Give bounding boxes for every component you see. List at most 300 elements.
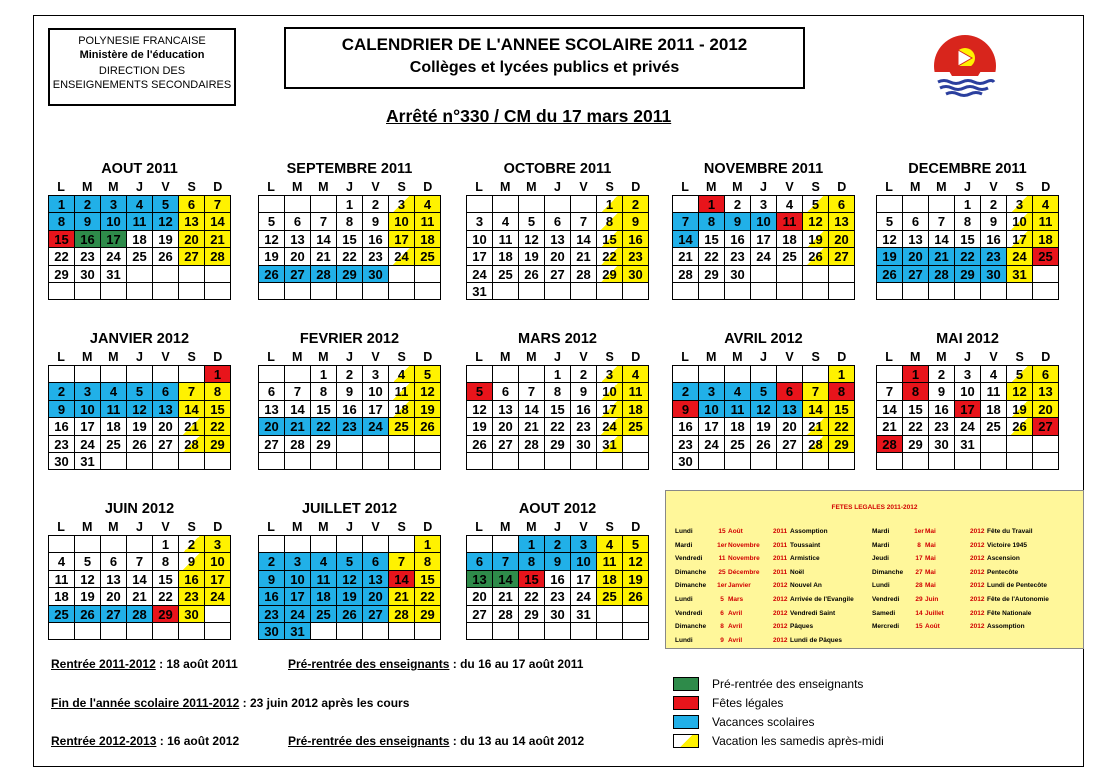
day-cell: 5 [153, 196, 179, 213]
empty-day-cell [699, 366, 725, 383]
day-cell: 26 [259, 266, 285, 283]
day-cell: 24 [389, 248, 415, 265]
holiday-date: 6 [720, 609, 724, 617]
organization-box [48, 28, 236, 106]
day-cell: 27 [1033, 418, 1059, 435]
empty-day-cell [597, 623, 623, 640]
empty-day-cell [389, 453, 415, 470]
holiday-weekday: Mercredi [872, 623, 900, 631]
day-cell: 21 [929, 248, 955, 265]
holiday-month: Avril [728, 609, 743, 617]
weekday-label: J [759, 180, 767, 194]
day-cell: 9 [623, 213, 649, 230]
empty-day-cell [75, 283, 101, 300]
empty-day-cell [363, 623, 389, 640]
org-line3: DIRECTION DES [98, 65, 186, 77]
day-cell: 4 [777, 196, 803, 213]
day-cell: 12 [877, 231, 903, 248]
holiday-month: Août [925, 623, 940, 631]
weekday-label: J [963, 180, 971, 194]
day-cell: 6 [493, 383, 519, 400]
day-cell: 13 [1033, 383, 1059, 400]
weekday-label: L [267, 520, 275, 534]
day-cell: 21 [311, 248, 337, 265]
day-cell: 19 [623, 571, 649, 588]
day-cell: 1 [205, 366, 231, 383]
empty-day-cell [493, 536, 519, 553]
day-cell: 17 [955, 401, 981, 418]
month-calendar [48, 499, 231, 640]
day-cell: 25 [597, 588, 623, 605]
day-cell: 26 [153, 248, 179, 265]
holiday-row [675, 634, 854, 648]
day-cell: 21 [571, 248, 597, 265]
day-cell: 1 [337, 196, 363, 213]
empty-day-cell [363, 283, 389, 300]
day-cell: 9 [545, 553, 571, 570]
empty-day-cell [49, 366, 75, 383]
empty-day-cell [205, 266, 231, 283]
empty-day-cell [311, 623, 337, 640]
day-cell: 18 [493, 248, 519, 265]
day-cell: 8 [153, 553, 179, 570]
day-cell: 12 [259, 231, 285, 248]
weekday-label: D [423, 180, 433, 194]
empty-day-cell [545, 283, 571, 300]
holiday-row [675, 607, 854, 621]
month-calendar [672, 329, 855, 470]
month-name: MARS 2012 [518, 331, 597, 347]
empty-day-cell [467, 623, 493, 640]
day-cell: 1 [699, 196, 725, 213]
day-cell: 16 [571, 401, 597, 418]
day-cell: 13 [259, 401, 285, 418]
weekday-label: S [605, 520, 614, 534]
empty-day-cell [285, 453, 311, 470]
weekday-label: S [605, 180, 614, 194]
holiday-date: 8 [917, 541, 921, 549]
day-cell: 7 [389, 553, 415, 570]
rentree-label: Rentrée 2011-2012 [51, 657, 156, 671]
day-cell: 20 [903, 248, 929, 265]
day-cell: 26 [337, 606, 363, 623]
day-cell: 21 [493, 588, 519, 605]
empty-day-cell [415, 453, 441, 470]
day-cell: 5 [467, 383, 493, 400]
empty-day-cell [623, 606, 649, 623]
day-cell: 11 [981, 383, 1007, 400]
holiday-row [872, 620, 1049, 634]
holiday-date: 17 [915, 555, 923, 563]
month-days-grid [48, 535, 231, 640]
weekday-label: M [291, 350, 303, 364]
day-cell: 10 [467, 231, 493, 248]
prerentree-value: : du 16 au 17 août 2011 [449, 657, 584, 671]
weekday-header [48, 519, 231, 535]
empty-day-cell [903, 283, 929, 300]
month-days-grid [258, 535, 441, 640]
weekday-label: S [605, 350, 614, 364]
org-line2: Ministère de l'éducation [79, 49, 205, 61]
day-cell: 3 [751, 196, 777, 213]
day-cell: 13 [493, 401, 519, 418]
empty-day-cell [1033, 453, 1059, 470]
empty-day-cell [259, 536, 285, 553]
day-cell: 27 [363, 606, 389, 623]
rentree-next-info [51, 734, 239, 748]
day-cell: 19 [803, 231, 829, 248]
holiday-name: Victoire 1945 [987, 541, 1027, 549]
holiday-month: Mai [925, 555, 936, 563]
weekday-label: M [81, 350, 93, 364]
month-name: AOUT 2011 [101, 161, 178, 177]
day-cell: 7 [877, 383, 903, 400]
day-cell: 24 [285, 606, 311, 623]
month-calendar [466, 329, 649, 470]
day-cell: 27 [829, 248, 855, 265]
day-cell: 7 [205, 196, 231, 213]
day-cell: 8 [337, 213, 363, 230]
day-cell: 15 [415, 571, 441, 588]
empty-day-cell [699, 453, 725, 470]
weekday-label: L [681, 350, 689, 364]
holiday-year: 2012 [773, 609, 788, 617]
empty-day-cell [803, 366, 829, 383]
legend-vacances [673, 714, 815, 730]
empty-day-cell [337, 283, 363, 300]
empty-day-cell [673, 283, 699, 300]
day-cell: 28 [803, 436, 829, 453]
holiday-month: Juillet [925, 609, 944, 617]
day-cell: 16 [545, 571, 571, 588]
polynesia-emblem-icon [932, 24, 998, 106]
empty-day-cell [75, 366, 101, 383]
day-cell: 14 [803, 401, 829, 418]
legend-red-swatch [673, 696, 699, 710]
day-cell: 16 [981, 231, 1007, 248]
holiday-weekday: Mardi [675, 541, 693, 549]
day-cell: 21 [205, 231, 231, 248]
day-cell: 12 [337, 571, 363, 588]
empty-day-cell [803, 266, 829, 283]
day-cell: 18 [311, 588, 337, 605]
day-cell: 12 [751, 401, 777, 418]
empty-day-cell [363, 453, 389, 470]
weekday-label: D [423, 350, 433, 364]
empty-day-cell [467, 196, 493, 213]
day-cell: 1 [903, 366, 929, 383]
holiday-name: Assomption [790, 528, 828, 535]
day-cell: 28 [493, 606, 519, 623]
day-cell: 24 [955, 418, 981, 435]
month-days-grid [672, 195, 855, 300]
day-cell: 18 [415, 231, 441, 248]
day-cell: 6 [1033, 366, 1059, 383]
empty-day-cell [623, 623, 649, 640]
day-cell: 20 [259, 418, 285, 435]
day-cell: 9 [929, 383, 955, 400]
day-cell: 15 [903, 401, 929, 418]
empty-day-cell [127, 536, 153, 553]
weekday-label: M [526, 180, 537, 194]
day-cell: 22 [597, 248, 623, 265]
day-cell: 31 [1007, 266, 1033, 283]
empty-day-cell [153, 623, 179, 640]
day-cell: 5 [75, 553, 101, 570]
weekday-label: D [213, 520, 223, 534]
weekday-label: L [267, 350, 275, 364]
empty-day-cell [955, 283, 981, 300]
empty-day-cell [981, 283, 1007, 300]
empty-day-cell [803, 283, 829, 300]
month-days-grid [672, 365, 855, 470]
day-cell: 2 [259, 553, 285, 570]
prerentree-label: Pré-rentrée des enseignants [288, 657, 450, 671]
empty-day-cell [363, 436, 389, 453]
empty-day-cell [877, 196, 903, 213]
day-cell: 14 [929, 231, 955, 248]
day-cell: 5 [751, 383, 777, 400]
empty-day-cell [389, 536, 415, 553]
org-line1: POLYNESIE FRANCAISE [78, 35, 206, 47]
holiday-date: 27 [915, 568, 923, 576]
empty-day-cell [493, 623, 519, 640]
month-calendar [466, 499, 649, 640]
holiday-weekday: Lundi [675, 595, 693, 603]
holiday-weekday: Samedi [872, 609, 896, 617]
day-cell: 9 [673, 401, 699, 418]
day-cell: 17 [751, 231, 777, 248]
empty-day-cell [751, 283, 777, 300]
empty-day-cell [1007, 283, 1033, 300]
weekday-label: M [909, 350, 921, 364]
day-cell: 14 [179, 401, 205, 418]
empty-day-cell [493, 283, 519, 300]
title-box [284, 27, 805, 89]
day-cell: 20 [101, 588, 127, 605]
day-cell: 27 [153, 436, 179, 453]
weekday-label: M [936, 350, 947, 364]
holiday-weekday: Mardi [872, 541, 890, 549]
day-cell: 28 [285, 436, 311, 453]
weekday-label: D [837, 350, 847, 364]
legend-prerentree [673, 676, 863, 692]
day-cell: 3 [363, 366, 389, 383]
day-cell: 4 [49, 553, 75, 570]
month-calendar [48, 329, 231, 470]
empty-day-cell [101, 536, 127, 553]
day-cell: 7 [519, 383, 545, 400]
day-cell: 1 [415, 536, 441, 553]
weekday-header [466, 519, 649, 535]
day-cell: 3 [597, 366, 623, 383]
day-cell: 10 [285, 571, 311, 588]
legend-green-swatch [673, 677, 699, 691]
holiday-year: 2011 [773, 568, 788, 576]
holiday-weekday: Dimanche [675, 568, 707, 576]
weekday-label: V [579, 180, 588, 194]
day-cell: 20 [285, 248, 311, 265]
day-cell: 22 [311, 418, 337, 435]
holiday-row [872, 552, 1049, 566]
day-cell: 21 [877, 418, 903, 435]
prerentree-info [288, 657, 583, 671]
weekday-label: J [553, 520, 561, 534]
weekday-label: M [108, 180, 119, 194]
empty-day-cell [389, 283, 415, 300]
empty-day-cell [1007, 436, 1033, 453]
weekday-label: D [631, 520, 641, 534]
holiday-date: 28 [915, 582, 923, 590]
weekday-label: V [785, 350, 794, 364]
day-cell: 3 [699, 383, 725, 400]
weekday-label: J [135, 180, 143, 194]
weekday-label: M [732, 180, 743, 194]
day-cell: 27 [285, 266, 311, 283]
day-cell: 11 [777, 213, 803, 230]
day-cell: 9 [337, 383, 363, 400]
holiday-weekday: Lundi [872, 582, 890, 590]
day-cell: 8 [829, 383, 855, 400]
day-cell: 13 [903, 231, 929, 248]
day-cell: 8 [415, 553, 441, 570]
day-cell: 14 [389, 571, 415, 588]
empty-day-cell [829, 453, 855, 470]
weekday-label: J [345, 180, 353, 194]
day-cell: 27 [493, 436, 519, 453]
empty-day-cell [101, 366, 127, 383]
day-cell: 30 [259, 623, 285, 640]
day-cell: 16 [725, 231, 751, 248]
day-cell: 29 [545, 436, 571, 453]
day-cell: 2 [337, 366, 363, 383]
day-cell: 10 [751, 213, 777, 230]
weekday-label: S [811, 180, 820, 194]
day-cell: 26 [127, 436, 153, 453]
day-cell: 2 [571, 366, 597, 383]
empty-day-cell [623, 436, 649, 453]
day-cell: 9 [981, 213, 1007, 230]
day-cell: 29 [153, 606, 179, 623]
day-cell: 6 [179, 196, 205, 213]
day-cell: 14 [311, 231, 337, 248]
day-cell: 18 [725, 418, 751, 435]
day-cell: 23 [179, 588, 205, 605]
weekday-header [48, 179, 231, 195]
day-cell: 8 [545, 383, 571, 400]
empty-day-cell [673, 196, 699, 213]
day-cell: 5 [519, 213, 545, 230]
day-cell: 10 [571, 553, 597, 570]
holiday-row [872, 539, 1049, 553]
holiday-weekday: Vendredi [675, 555, 703, 563]
empty-day-cell [337, 436, 363, 453]
empty-day-cell [49, 536, 75, 553]
day-cell: 14 [285, 401, 311, 418]
legend-blue-swatch [673, 715, 699, 729]
day-cell: 11 [49, 571, 75, 588]
day-cell: 19 [127, 418, 153, 435]
day-cell: 12 [803, 213, 829, 230]
holiday-row [675, 579, 854, 593]
weekday-label: D [213, 180, 223, 194]
day-cell: 6 [363, 553, 389, 570]
holiday-name: Fête du Travail [987, 528, 1033, 535]
day-cell: 14 [571, 231, 597, 248]
empty-day-cell [1033, 283, 1059, 300]
empty-day-cell [467, 453, 493, 470]
weekday-label: D [631, 180, 641, 194]
day-cell: 14 [493, 571, 519, 588]
holiday-year: 2012 [773, 636, 788, 644]
weekday-header [258, 179, 441, 195]
day-cell: 28 [179, 436, 205, 453]
page-title: CALENDRIER DE L'ANNEE SCOLAIRE 2011 - 2012 [341, 35, 748, 54]
org-line4: ENSEIGNEMENTS SECONDAIRES [52, 79, 232, 91]
empty-day-cell [1033, 266, 1059, 283]
fin-annee-label: Fin de l'année scolaire 2011-2012 [51, 696, 240, 710]
month-days-grid [258, 365, 441, 470]
empty-day-cell [929, 453, 955, 470]
empty-day-cell [699, 283, 725, 300]
empty-day-cell [415, 283, 441, 300]
empty-day-cell [467, 366, 493, 383]
day-cell: 19 [415, 401, 441, 418]
day-cell: 4 [597, 536, 623, 553]
empty-day-cell [545, 196, 571, 213]
day-cell: 5 [803, 196, 829, 213]
month-calendar [672, 159, 855, 300]
month-name: JANVIER 2012 [89, 331, 190, 347]
day-cell: 2 [623, 196, 649, 213]
empty-day-cell [519, 623, 545, 640]
holiday-year: 2012 [773, 623, 788, 631]
weekday-label: S [1015, 180, 1024, 194]
weekday-label: S [187, 180, 196, 194]
day-cell: 17 [571, 571, 597, 588]
empty-day-cell [153, 366, 179, 383]
empty-day-cell [929, 283, 955, 300]
day-cell: 20 [545, 248, 571, 265]
empty-day-cell [725, 366, 751, 383]
empty-day-cell [803, 453, 829, 470]
day-cell: 16 [673, 418, 699, 435]
day-cell: 4 [981, 366, 1007, 383]
day-cell: 27 [903, 266, 929, 283]
weekday-header [876, 349, 1059, 365]
page-subtitle: Collèges et lycées publics et privés [409, 59, 680, 76]
day-cell: 22 [903, 418, 929, 435]
day-cell: 29 [903, 436, 929, 453]
holiday-name: Noël [790, 568, 805, 576]
day-cell: 22 [519, 588, 545, 605]
day-cell: 14 [127, 571, 153, 588]
day-cell: 25 [389, 418, 415, 435]
day-cell: 21 [803, 418, 829, 435]
weekday-label: M [318, 350, 329, 364]
empty-day-cell [205, 283, 231, 300]
weekday-label: L [57, 520, 65, 534]
holiday-weekday: Lundi [675, 636, 693, 644]
day-cell: 8 [49, 213, 75, 230]
day-cell: 5 [1007, 366, 1033, 383]
day-cell: 19 [259, 248, 285, 265]
day-cell: 17 [363, 401, 389, 418]
empty-day-cell [179, 283, 205, 300]
holiday-row [872, 525, 1049, 539]
day-cell: 30 [363, 266, 389, 283]
empty-day-cell [877, 283, 903, 300]
